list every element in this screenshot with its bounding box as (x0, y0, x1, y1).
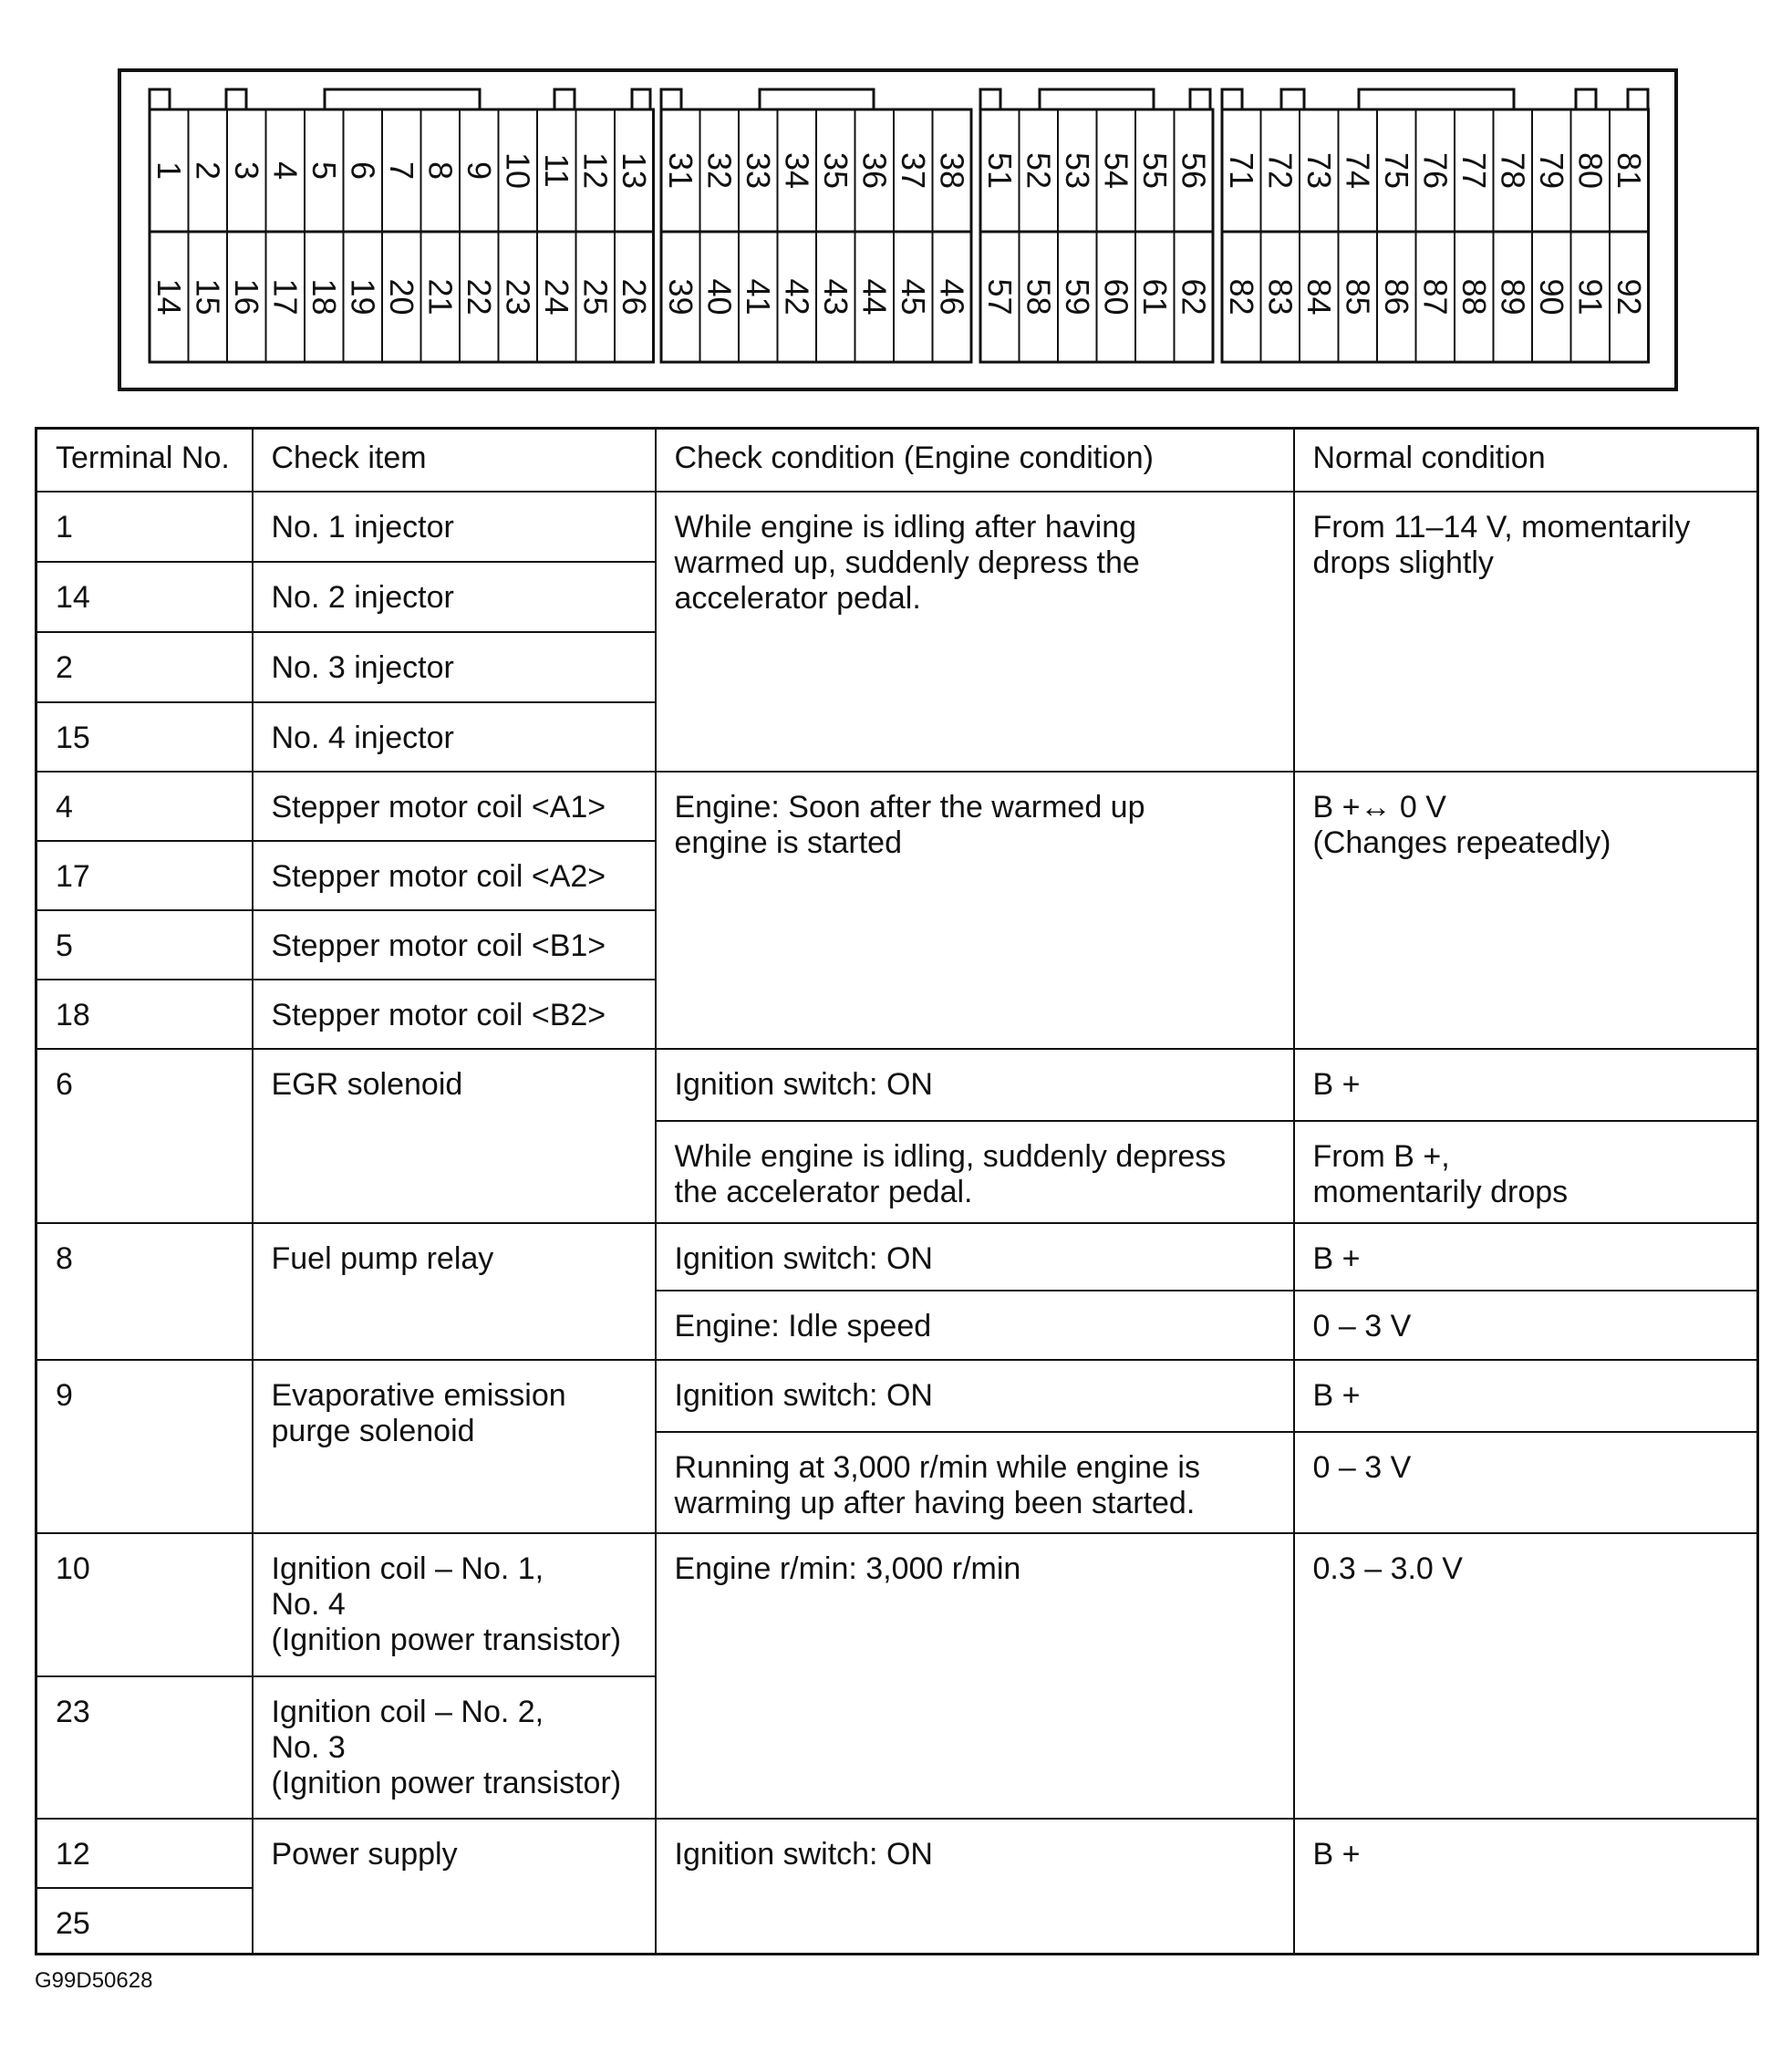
header-check-item: Check item (253, 429, 656, 492)
pin-number: 16 (227, 278, 265, 316)
normal-condition: 0 – 3 V (1294, 1432, 1758, 1533)
pin-block (661, 89, 971, 362)
check-item: Evaporative emission purge solenoid (253, 1360, 656, 1533)
pin-number: 10 (499, 151, 537, 190)
terminal-number: 23 (36, 1676, 253, 1819)
pin-number: 61 (1135, 278, 1174, 316)
check-condition: Engine r/min: 3,000 r/min (656, 1533, 1294, 1819)
pin-block (150, 89, 654, 362)
check-condition: Engine: Soon after the warmed up engine is started (656, 772, 1294, 1049)
terminal-number: 15 (36, 702, 253, 772)
pin-number: 72 (1261, 151, 1300, 190)
terminal-check-table (35, 427, 1759, 1955)
pin-number: 1 (150, 161, 188, 181)
pin-number: 76 (1416, 151, 1455, 190)
pin-number: 44 (855, 278, 894, 316)
connector-outline (119, 70, 1676, 389)
pin-number: 45 (894, 278, 932, 316)
pin-number: 57 (980, 278, 1019, 316)
check-condition: Ignition switch: ON (656, 1819, 1294, 1955)
pin-number: 40 (700, 278, 739, 316)
pin-block (980, 89, 1213, 362)
pin-number: 20 (382, 278, 420, 316)
check-condition: Ignition switch: ON (656, 1049, 1294, 1121)
terminal-number: 4 (36, 772, 253, 841)
pin-number: 82 (1222, 278, 1260, 316)
locking-tab (1190, 89, 1210, 109)
pin-number: 36 (855, 151, 894, 190)
pin-number: 42 (778, 278, 816, 316)
pin-number: 26 (615, 278, 653, 316)
table-row (36, 1223, 1758, 1291)
terminal-number: 10 (36, 1533, 253, 1676)
pin-block-frame (150, 109, 654, 362)
pin-number: 88 (1455, 278, 1493, 316)
locking-tab (150, 89, 170, 109)
pin-number: 9 (460, 161, 498, 181)
pin-number: 92 (1610, 278, 1648, 316)
pin-number: 13 (615, 151, 653, 190)
pin-number: 78 (1494, 151, 1532, 190)
check-item: Stepper motor coil <B2> (253, 980, 656, 1049)
terminal-number: 5 (36, 910, 253, 980)
check-condition: Engine: Idle speed (656, 1291, 1294, 1360)
pin-number: 12 (576, 151, 615, 190)
terminal-number: 17 (36, 841, 253, 910)
pin-number: 6 (344, 161, 382, 181)
header-terminal: Terminal No. (36, 429, 253, 492)
locking-tab (1576, 89, 1596, 109)
terminal-number: 1 (36, 492, 253, 562)
normal-condition: B + (1294, 1360, 1758, 1432)
connector-diagram (0, 0, 1792, 410)
locking-tab (226, 89, 246, 109)
pin-number: 77 (1455, 151, 1493, 190)
normal-condition: B + (1294, 1049, 1758, 1121)
terminal-number: 25 (36, 1888, 253, 1955)
pin-number: 84 (1300, 278, 1338, 316)
terminal-number: 18 (36, 980, 253, 1049)
pin-number: 5 (305, 161, 343, 181)
check-condition: While engine is idling, suddenly depress the accelerator pedal. (656, 1121, 1294, 1223)
pin-number: 41 (739, 278, 777, 316)
terminal-number: 9 (36, 1360, 253, 1533)
locking-tab (661, 89, 681, 109)
pin-number: 56 (1175, 151, 1213, 190)
pin-number: 75 (1377, 151, 1415, 190)
check-item: Power supply (253, 1819, 656, 1955)
pin-number: 34 (778, 151, 816, 190)
normal-condition: B + (1294, 1223, 1758, 1291)
check-condition: Running at 3,000 r/min while engine is warming up after having been started. (656, 1432, 1294, 1533)
pin-number: 58 (1020, 278, 1058, 316)
table-row (36, 772, 1758, 841)
locking-tab (632, 89, 650, 109)
pin-number: 38 (933, 151, 971, 190)
pin-number: 71 (1222, 151, 1260, 190)
pin-number: 31 (661, 151, 699, 190)
pin-number: 39 (661, 278, 699, 316)
pin-number: 74 (1339, 151, 1377, 190)
normal-condition: B +↔ 0 V (Changes repeatedly) (1294, 772, 1758, 1049)
locking-tab (325, 89, 480, 109)
pin-number: 79 (1532, 151, 1570, 190)
pin-number: 89 (1494, 278, 1532, 316)
figure-code: G99D50628 (35, 1968, 153, 1993)
pin-number: 8 (421, 161, 460, 181)
pin-number: 80 (1571, 151, 1610, 190)
pin-block-frame (1222, 109, 1649, 362)
pin-number: 25 (576, 278, 615, 316)
check-item: No. 1 injector (253, 492, 656, 562)
locking-tab (1359, 89, 1514, 109)
pin-number: 53 (1058, 151, 1096, 190)
pin-number: 3 (227, 161, 265, 181)
pin-number: 18 (305, 278, 343, 316)
table-row (36, 1049, 1758, 1121)
locking-tab (554, 89, 575, 109)
pin-number: 85 (1339, 278, 1377, 316)
pin-number: 2 (189, 161, 227, 181)
pin-number: 23 (499, 278, 537, 316)
pin-number: 46 (933, 278, 971, 316)
terminal-number: 6 (36, 1049, 253, 1223)
terminal-number: 8 (36, 1223, 253, 1360)
locking-tab (760, 89, 874, 109)
pin-number: 86 (1377, 278, 1415, 316)
header-check-condition: Check condition (Engine condition) (656, 429, 1294, 492)
locking-tab (1628, 89, 1648, 109)
pin-number: 81 (1610, 151, 1648, 190)
check-item: No. 4 injector (253, 702, 656, 772)
terminal-number: 2 (36, 632, 253, 702)
normal-condition: 0.3 – 3.0 V (1294, 1533, 1758, 1819)
pin-number: 73 (1300, 151, 1338, 190)
pin-number: 11 (537, 153, 575, 188)
pin-number: 37 (894, 151, 932, 190)
pin-number: 24 (537, 278, 575, 316)
pin-number: 90 (1532, 278, 1570, 316)
terminal-number: 12 (36, 1819, 253, 1888)
table-row (36, 1360, 1758, 1432)
pin-number: 62 (1175, 278, 1213, 316)
normal-condition: 0 – 3 V (1294, 1291, 1758, 1360)
locking-tab (1222, 89, 1242, 109)
pin-number: 35 (816, 151, 855, 190)
check-item: EGR solenoid (253, 1049, 656, 1223)
table-row (36, 1533, 1758, 1676)
pin-number: 55 (1135, 151, 1174, 190)
table-row (36, 1819, 1758, 1888)
header-normal-condition: Normal condition (1294, 429, 1758, 492)
normal-condition: B + (1294, 1819, 1758, 1955)
pin-number: 22 (460, 278, 498, 316)
pin-number: 4 (266, 161, 305, 181)
locking-tab (980, 89, 1000, 109)
pin-number: 19 (344, 278, 382, 316)
normal-condition: From 11–14 V, momentarily drops slightly (1294, 492, 1758, 772)
table-row (36, 492, 1758, 562)
terminal-number: 14 (36, 562, 253, 632)
pin-number: 59 (1058, 278, 1096, 316)
locking-tab (1281, 89, 1304, 109)
check-item: Stepper motor coil <A2> (253, 841, 656, 910)
pin-number: 60 (1097, 278, 1135, 316)
pin-number: 17 (266, 278, 305, 316)
check-item: No. 2 injector (253, 562, 656, 632)
pin-number: 52 (1020, 151, 1058, 190)
pin-block (1222, 89, 1649, 362)
pin-number: 87 (1416, 278, 1455, 316)
pin-number: 83 (1261, 278, 1300, 316)
pin-number: 33 (739, 151, 777, 190)
check-item: No. 3 injector (253, 632, 656, 702)
check-condition: Ignition switch: ON (656, 1360, 1294, 1432)
check-item: Stepper motor coil <B1> (253, 910, 656, 980)
check-item: Ignition coil – No. 1, No. 4 (Ignition power transistor) (253, 1533, 656, 1676)
pin-number: 15 (189, 278, 227, 316)
check-item: Fuel pump relay (253, 1223, 656, 1360)
check-condition: Ignition switch: ON (656, 1223, 1294, 1291)
pin-number: 14 (150, 278, 188, 316)
check-item: Stepper motor coil <A1> (253, 772, 656, 841)
pin-number: 21 (421, 278, 460, 316)
pin-number: 91 (1571, 278, 1610, 316)
pin-number: 54 (1097, 151, 1135, 190)
check-item: Ignition coil – No. 2, No. 3 (Ignition power transistor) (253, 1676, 656, 1819)
locking-tab (1040, 89, 1154, 109)
pin-number: 43 (816, 278, 855, 316)
check-condition: While engine is idling after having warmed up, suddenly depress the accelerator pedal. (656, 492, 1294, 772)
pin-number: 32 (700, 151, 739, 190)
pin-number: 7 (382, 161, 420, 181)
header-row (36, 429, 1758, 492)
normal-condition: From B +, momentarily drops (1294, 1121, 1758, 1223)
pin-number: 51 (980, 151, 1019, 190)
